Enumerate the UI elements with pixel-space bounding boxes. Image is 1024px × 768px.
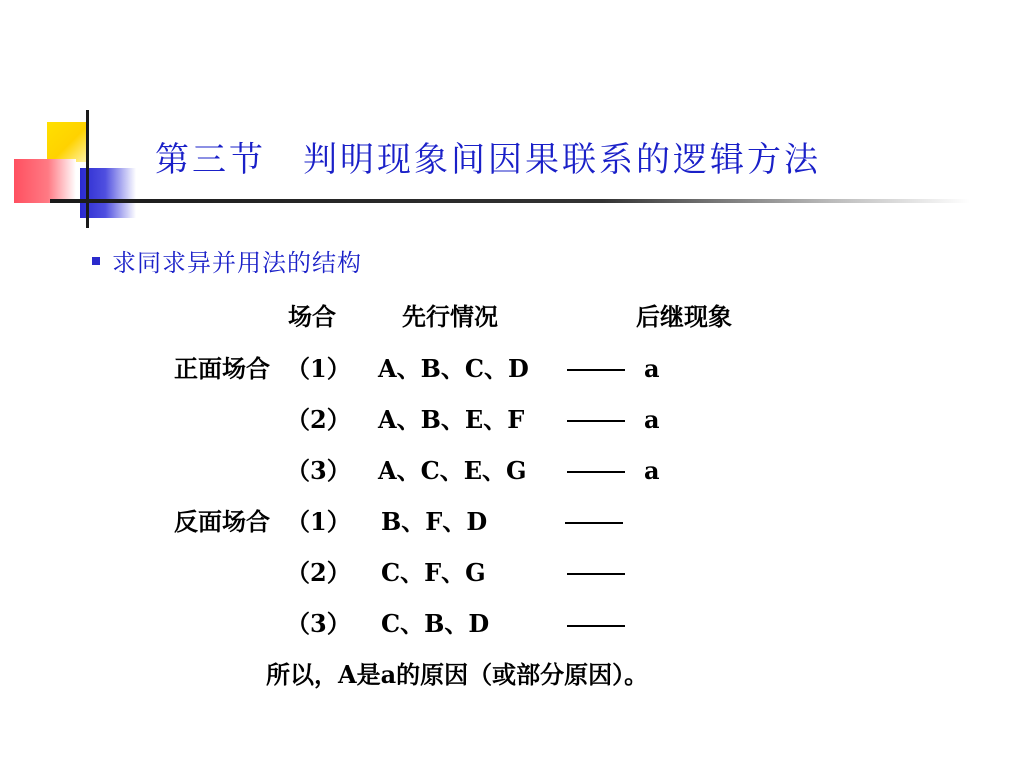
row-index: （3） [286, 456, 351, 485]
bullet-text: 求同求异并用法的结构 [112, 249, 362, 277]
row-dash [565, 522, 623, 524]
header-antecedent: 先行情况 [402, 302, 498, 331]
row-antecedent: C、B、D [381, 609, 490, 638]
row-dash [567, 471, 625, 473]
row-antecedent: A、B、C、D [378, 354, 529, 383]
decorative-yellow-block [47, 122, 87, 162]
row-index: （2） [286, 405, 351, 434]
bullet-item [92, 243, 362, 278]
row-consequent: a [644, 405, 660, 434]
conclusion-text: 所以，A是a的原因（或部分原因）。 [266, 660, 649, 689]
row-index: （1） [286, 354, 351, 383]
title-underline [50, 199, 970, 203]
row-index: （3） [286, 609, 351, 638]
row-group-label: 反面场合 [174, 507, 270, 536]
row-index: （2） [286, 558, 351, 587]
row-index: （1） [286, 507, 351, 536]
row-antecedent: A、C、E、G [378, 456, 527, 485]
row-antecedent: C、F、G [381, 558, 486, 587]
row-antecedent: A、B、E、F [378, 405, 525, 434]
row-dash [567, 369, 625, 371]
row-dash [567, 625, 625, 627]
row-consequent: a [644, 354, 660, 383]
row-antecedent: B、F、D [381, 507, 488, 536]
decorative-vertical-line [86, 110, 89, 228]
bullet-square-icon [92, 257, 100, 265]
row-consequent: a [644, 456, 660, 485]
decorative-red-block [14, 159, 76, 203]
row-dash [567, 420, 625, 422]
row-dash [567, 573, 625, 575]
slide-title: 第三节 判明现象间因果联系的逻辑方法 [155, 140, 821, 180]
header-occasion: 场合 [288, 302, 336, 331]
header-consequent: 后继现象 [636, 302, 732, 331]
row-group-label: 正面场合 [174, 354, 270, 383]
